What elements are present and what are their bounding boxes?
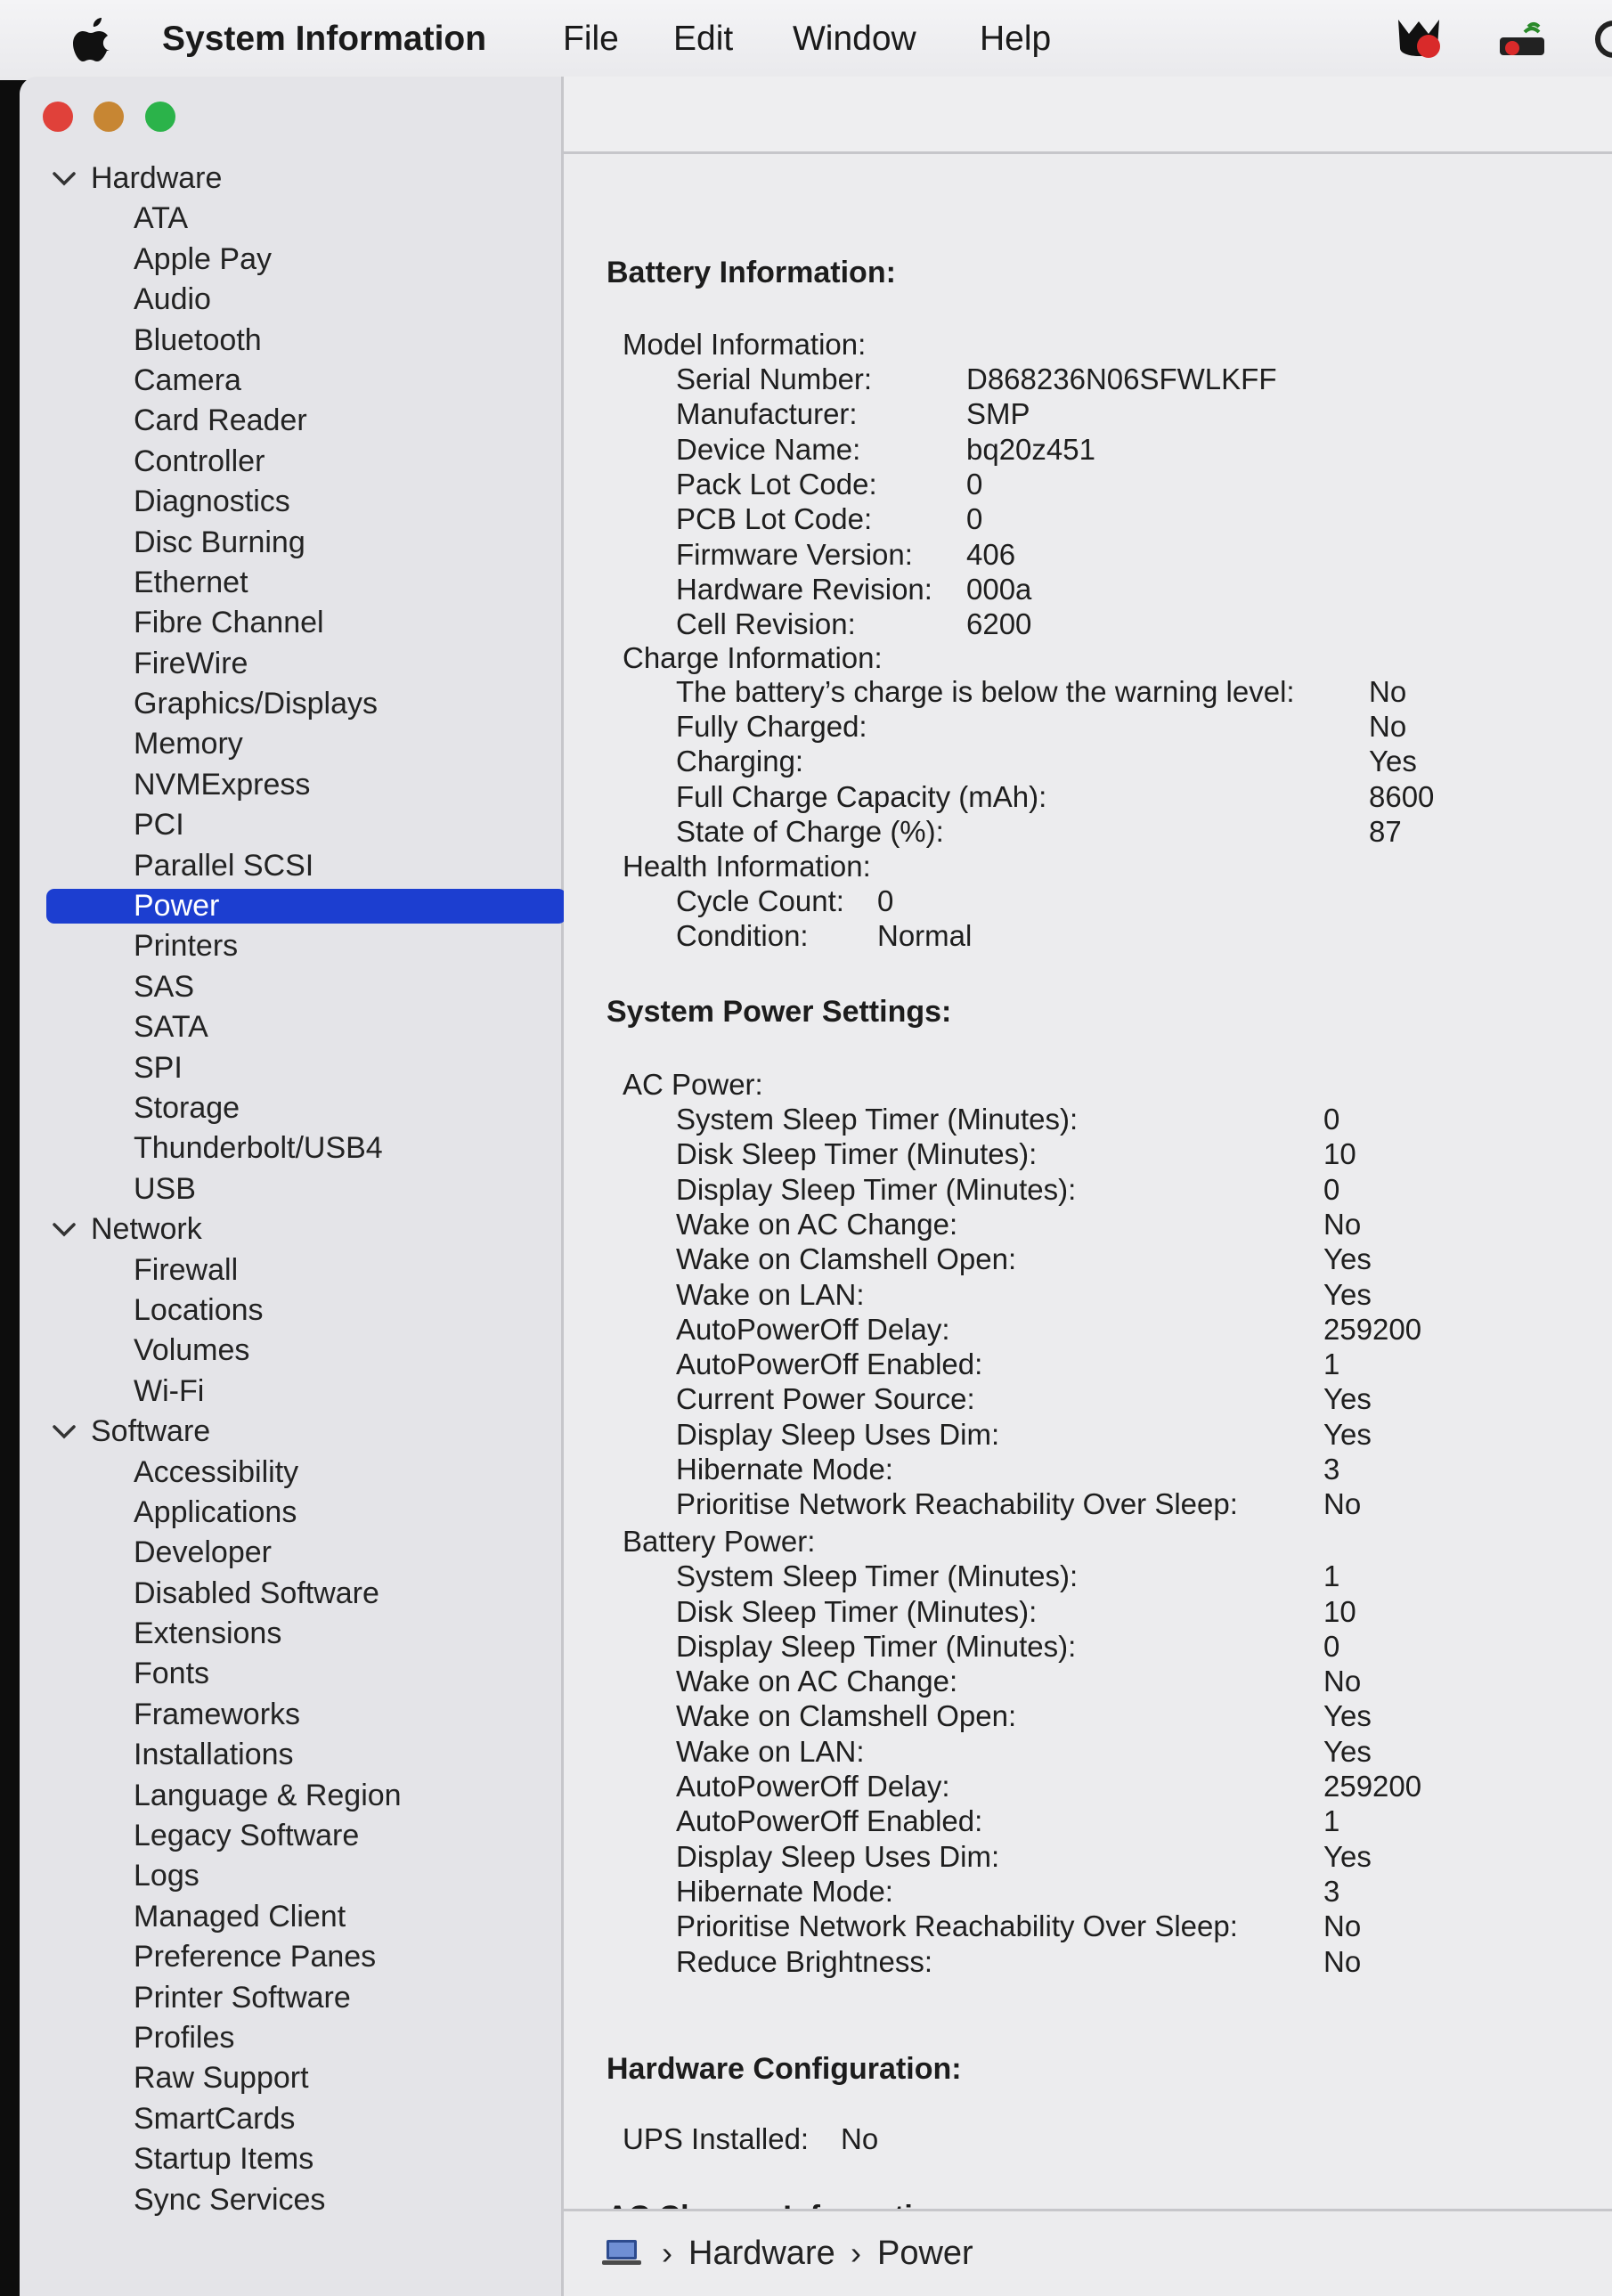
charge-info-value: No [1369,710,1407,743]
sidebar-item-firewall[interactable] [20,1250,561,1290]
sidebar-item-memory[interactable] [20,724,561,764]
sidebar-item-label: Power [134,889,220,924]
main-pane [564,77,1612,2296]
sidebar-item-label: PCI [134,808,184,843]
chevron-down-icon[interactable] [52,169,77,189]
sidebar-item-volumes[interactable] [20,1331,561,1371]
battery-power-setting-value: 1 [1323,1804,1340,1838]
ac-power-setting-value: 1 [1323,1347,1340,1381]
sidebar-item-firewire[interactable] [20,644,561,684]
sidebar-item-label: NVMExpress [134,767,311,802]
sidebar-item-ata[interactable] [20,199,561,239]
model-info-value: SMP [966,397,1030,431]
sidebar-item-sata[interactable] [20,1007,561,1047]
ac-power-setting-value: 10 [1323,1137,1356,1171]
sidebar-item-accessibility[interactable] [20,1453,561,1493]
selection-highlight [46,889,566,924]
ac-power-label: AC Power: [623,1068,763,1101]
ac-power-setting-value: No [1323,1487,1362,1521]
sidebar-item-label: Fibre Channel [134,606,324,640]
sidebar-item-graphics-displays[interactable] [20,684,561,724]
path-bar [564,2209,1612,2296]
close-button[interactable] [43,102,73,132]
battery-power-setting-label: Disk Sleep Timer (Minutes): [676,1594,1038,1628]
battery-power-setting-value: No [1323,1909,1362,1943]
hardware-configuration-heading: Hardware Configuration: [607,2052,962,2086]
sidebar-group-label: Hardware [91,161,223,195]
sidebar-item-developer[interactable] [20,1533,561,1573]
sidebar-item-frameworks[interactable] [20,1695,561,1735]
sidebar-item-diagnostics[interactable] [20,482,561,522]
sidebar-group-network[interactable] [20,1209,561,1250]
sidebar-item-label: ATA [134,201,189,236]
chevron-right-icon: › [662,2235,672,2271]
sidebar-item-label: Applications [134,1494,297,1529]
battery-power-setting-value: Yes [1323,1839,1372,1873]
sidebar-item-sas[interactable] [20,967,561,1007]
sidebar-item-locations[interactable] [20,1290,561,1331]
system-power-settings-heading: System Power Settings: [607,995,952,1029]
sidebar-item-label: Fonts [134,1657,210,1691]
sidebar-item-managed-client[interactable] [20,1897,561,1937]
battery-power-setting-label: Wake on AC Change: [676,1665,958,1698]
sidebar-item-profiles[interactable] [20,2018,561,2058]
health-information-label: Health Information: [623,850,871,883]
sidebar-tree [20,159,561,2220]
ac-power-setting-label: Hibernate Mode: [676,1453,893,1486]
sidebar-item-label: Controller [134,444,265,478]
sidebar-item-startup-items[interactable] [20,2139,561,2179]
sidebar-item-legacy-software[interactable] [20,1816,561,1856]
sidebar-item-label: Locations [134,1292,264,1327]
minimize-button[interactable] [94,102,124,132]
charge-info-label: The battery’s charge is below the warning level: [676,674,1295,708]
health-info-label: Cycle Count: [676,883,844,917]
sidebar-item-fibre-channel[interactable] [20,603,561,643]
ac-power-setting-label: Wake on LAN: [676,1277,865,1311]
model-info-label: PCB Lot Code: [676,502,873,536]
sidebar-item-label: Ethernet [134,565,248,599]
zoom-button[interactable] [145,102,175,132]
sidebar-item-label: SAS [134,969,195,1004]
status-extra-icon[interactable] [1587,12,1612,66]
battery-power-setting-label: Wake on Clamshell Open: [676,1699,1017,1733]
sidebar-item-label: Apple Pay [134,241,272,276]
ac-power-setting-label: AutoPowerOff Delay: [676,1312,950,1346]
model-info-label: Pack Lot Code: [676,467,877,501]
sidebar-item-sync-services[interactable] [20,2180,561,2220]
model-info-label: Manufacturer: [676,397,858,431]
sidebar-item-thunderbolt-usb4[interactable] [20,1128,561,1168]
battery-power-setting-value: No [1323,1665,1362,1698]
ac-power-setting-label: Current Power Source: [676,1382,975,1416]
sidebar-item-label: Managed Client [134,1899,346,1934]
sidebar-item-label: Parallel SCSI [134,848,314,883]
ac-power-setting-value: Yes [1323,1242,1372,1276]
sidebar-group-label: Software [91,1414,211,1449]
sidebar-item-label: Graphics/Displays [134,687,378,721]
ac-power-setting-label: Prioritise Network Reachability Over Sleep: [676,1487,1238,1521]
battery-power-setting-value: 0 [1323,1629,1340,1663]
charge-info-value: 87 [1369,814,1402,848]
system-information-window [20,77,1612,2296]
battery-power-setting-label: Hibernate Mode: [676,1874,893,1908]
sidebar-item-label: SmartCards [134,2101,296,2136]
sidebar-item-label: Extensions [134,1616,282,1651]
menu-app-name[interactable]: System Information [162,20,487,58]
sidebar-item-label: Accessibility [134,1454,299,1489]
sidebar-item-spi[interactable] [20,1048,561,1088]
model-info-label: Serial Number: [676,362,873,395]
charge-info-value: No [1369,674,1407,708]
sidebar-item-card-reader[interactable] [20,401,561,441]
model-info-label: Firmware Version: [676,537,913,571]
sidebar-item-disc-burning[interactable] [20,523,561,563]
health-info-value: 0 [877,883,894,917]
sidebar-item-label: Profiles [134,2020,235,2055]
sidebar-item-label: Audio [134,282,211,317]
sidebar-item-applications[interactable] [20,1493,561,1533]
sidebar-item-label: SPI [134,1050,183,1085]
sidebar-item-label: FireWire [134,646,248,680]
model-info-label: Hardware Revision: [676,572,932,606]
sidebar-item-bluetooth[interactable] [20,321,561,361]
status-app-icon[interactable] [1389,12,1448,66]
chevron-down-icon[interactable] [52,1220,77,1240]
sidebar-item-label: Disc Burning [134,525,305,559]
sidebar-item-label: Legacy Software [134,1819,360,1853]
sidebar-item-label: Thunderbolt/USB4 [134,1131,383,1166]
battery-power-setting-value: 1 [1323,1559,1340,1593]
ac-power-setting-label: Disk Sleep Timer (Minutes): [676,1137,1038,1171]
breadcrumb-power[interactable]: Power [877,2235,973,2272]
ac-power-setting-label: System Sleep Timer (Minutes): [676,1103,1079,1136]
health-info-value: Normal [877,918,973,952]
sidebar-item-printer-software[interactable] [20,1978,561,2018]
ac-power-setting-value: Yes [1323,1382,1372,1416]
ac-power-setting-label: Display Sleep Timer (Minutes): [676,1172,1077,1206]
ups-installed-label: UPS Installed: [623,2122,810,2155]
menu-bar [0,0,1612,80]
sidebar [20,77,564,2296]
battery-power-setting-value: Yes [1323,1734,1372,1768]
sidebar-item-audio[interactable] [20,280,561,320]
battery-power-setting-value: No [1323,1944,1362,1978]
charge-info-label: Fully Charged: [676,710,867,743]
sidebar-item-label: Memory [134,727,243,761]
ac-power-setting-value: 3 [1323,1453,1340,1486]
menu-file[interactable]: File [563,20,619,58]
sidebar-item-label: Printers [134,929,239,964]
charge-info-label: Full Charge Capacity (mAh): [676,779,1047,813]
sidebar-item-extensions[interactable] [20,1614,561,1654]
sidebar-item-label: Preference Panes [134,1940,377,1974]
sidebar-item-power[interactable] [20,886,561,926]
ac-power-setting-value: Yes [1323,1277,1372,1311]
sidebar-item-usb[interactable] [20,1169,561,1209]
battery-power-setting-value: 3 [1323,1874,1340,1908]
model-info-value: 0 [966,502,983,536]
sidebar-item-label: Wi-Fi [134,1373,205,1408]
sidebar-item-label: Sync Services [134,2182,326,2217]
menu-help[interactable]: Help [980,20,1052,58]
ac-power-setting-label: AutoPowerOff Enabled: [676,1347,983,1381]
charge-info-value: Yes [1369,745,1417,778]
model-info-value: 000a [966,572,1032,606]
sidebar-item-label: Disabled Software [134,1575,379,1610]
battery-power-setting-value: 259200 [1323,1770,1422,1803]
sidebar-item-label: Frameworks [134,1697,301,1731]
battery-power-setting-label: Display Sleep Uses Dim: [676,1839,1000,1873]
sidebar-item-storage[interactable] [20,1088,561,1128]
sidebar-group-hardware[interactable] [20,159,561,199]
battery-power-setting-label: Prioritise Network Reachability Over Sleep: [676,1909,1238,1943]
model-info-value: 6200 [966,607,1032,641]
apple-logo-icon[interactable] [71,16,114,64]
model-info-value: D868236N06SFWLKFF [966,362,1277,395]
sidebar-item-label: Startup Items [134,2142,314,2177]
sidebar-item-label: Installations [134,1738,294,1772]
ac-power-setting-value: 259200 [1323,1312,1422,1346]
battery-information-heading: Battery Information: [607,256,896,289]
sidebar-item-nvmexpress[interactable] [20,765,561,805]
ac-power-setting-value: Yes [1323,1417,1372,1451]
model-info-value: bq20z451 [966,432,1095,466]
chevron-right-icon: › [851,2235,861,2271]
battery-power-label: Battery Power: [623,1524,816,1558]
model-info-value: 406 [966,537,1016,571]
ac-power-setting-label: Wake on Clamshell Open: [676,1242,1017,1276]
battery-power-setting-value: 10 [1323,1594,1356,1628]
model-info-label: Cell Revision: [676,607,856,641]
ac-power-setting-value: No [1323,1207,1362,1241]
sidebar-item-label: Card Reader [134,403,307,438]
sidebar-item-label: Raw Support [134,2061,309,2096]
battery-power-setting-label: Wake on LAN: [676,1734,865,1768]
sidebar-item-label: SATA [134,1010,208,1045]
sidebar-item-label: Bluetooth [134,322,262,357]
sidebar-item-fonts[interactable] [20,1654,561,1694]
detail-content [564,154,1612,2202]
sidebar-item-label: Firewall [134,1252,239,1287]
sidebar-item-installations[interactable] [20,1735,561,1775]
status-network-icon[interactable] [1493,12,1551,66]
sidebar-item-label: Language & Region [134,1778,402,1812]
battery-power-setting-label: AutoPowerOff Enabled: [676,1804,983,1838]
sidebar-item-wi-fi[interactable] [20,1372,561,1412]
ac-power-setting-label: Display Sleep Uses Dim: [676,1417,1000,1451]
sidebar-item-label: Logs [134,1859,199,1893]
sidebar-item-label: Diagnostics [134,484,290,519]
breadcrumb-hardware[interactable]: Hardware [688,2235,835,2272]
battery-power-setting-label: AutoPowerOff Delay: [676,1770,950,1803]
sidebar-item-controller[interactable] [20,442,561,482]
battery-power-setting-label: Reduce Brightness: [676,1944,932,1978]
laptop-icon [601,2238,642,2267]
battery-power-setting-label: System Sleep Timer (Minutes): [676,1559,1079,1593]
charge-info-value: 8600 [1369,779,1435,813]
sidebar-item-camera[interactable] [20,361,561,401]
ac-power-setting-value: 0 [1323,1172,1340,1206]
charge-information-label: Charge Information: [623,641,883,675]
model-info-label: Device Name: [676,432,861,466]
sidebar-item-parallel-scsi[interactable] [20,846,561,886]
battery-power-setting-label: Display Sleep Timer (Minutes): [676,1629,1077,1663]
sidebar-item-label: USB [134,1171,196,1206]
sidebar-group-label: Network [91,1212,202,1247]
sidebar-item-logs[interactable] [20,1856,561,1896]
health-info-label: Condition: [676,918,809,952]
sidebar-item-preference-panes[interactable] [20,1937,561,1977]
ac-power-setting-value: 0 [1323,1103,1340,1136]
chevron-down-icon[interactable] [52,1422,77,1442]
sidebar-group-software[interactable] [20,1412,561,1452]
sidebar-item-ethernet[interactable] [20,563,561,603]
menu-window[interactable]: Window [793,20,916,58]
sidebar-item-smartcards[interactable] [20,2099,561,2139]
sidebar-item-label: Camera [134,362,241,397]
sidebar-item-printers[interactable] [20,926,561,966]
sidebar-item-apple-pay[interactable] [20,240,561,280]
battery-power-setting-value: Yes [1323,1699,1372,1733]
sidebar-item-label: Developer [134,1535,272,1570]
ups-installed-value: No [841,2122,879,2155]
toolbar [564,77,1612,154]
model-info-value: 0 [966,467,983,501]
ac-power-setting-label: Wake on AC Change: [676,1207,958,1241]
sidebar-item-disabled-software[interactable] [20,1574,561,1614]
sidebar-item-label: Volumes [134,1333,250,1368]
menu-edit[interactable]: Edit [673,20,734,58]
sidebar-item-pci[interactable] [20,805,561,845]
sidebar-item-language-region[interactable] [20,1776,561,1816]
sidebar-item-label: Storage [134,1090,240,1125]
sidebar-item-label: Printer Software [134,1980,351,2015]
charge-info-label: Charging: [676,745,804,778]
charge-info-label: State of Charge (%): [676,814,944,848]
model-information-label: Model Information: [623,328,867,361]
sidebar-item-raw-support[interactable] [20,2058,561,2098]
